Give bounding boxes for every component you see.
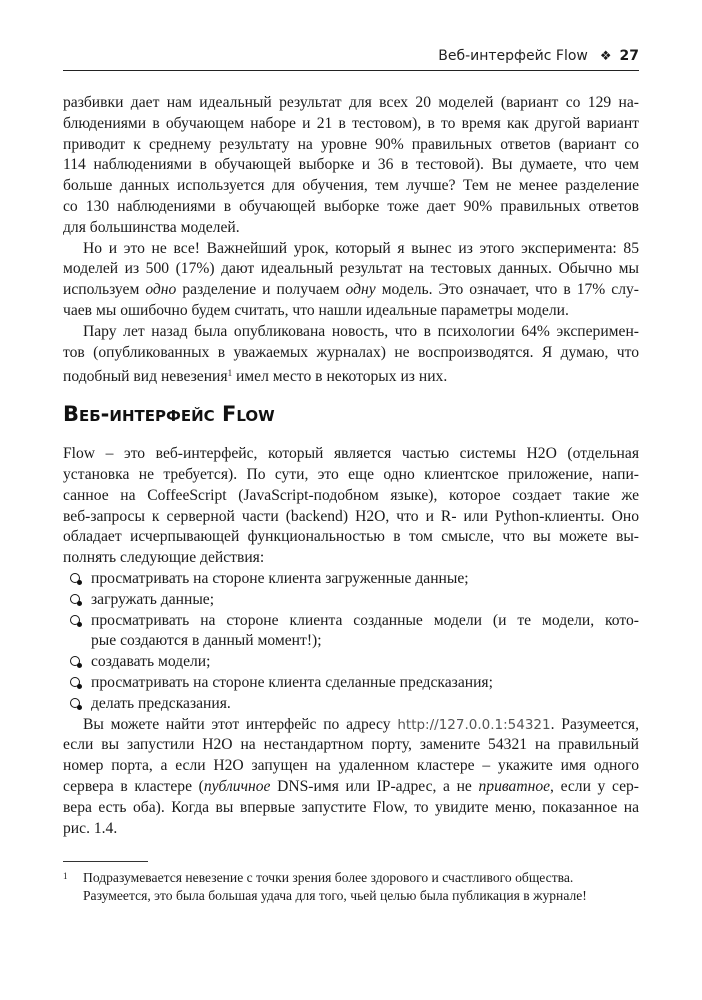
section-paragraph-2 [63, 715, 639, 840]
text-line: тов (опубликованных в уважаемых журналах) не воспроизводятся. Я думаю, что [63, 343, 639, 361]
bullet-circle-icon [70, 656, 80, 666]
list-item [63, 673, 639, 694]
emphasis: публичное [203, 777, 271, 795]
text-line: вера есть оба). Когда вы впервые запустите Flow, то увидите меню, показанное на [63, 798, 639, 816]
text-line: блюдениями в обучающем наборе и 21 в тестовом), в то время как другой вариант [63, 114, 639, 132]
body-text [63, 93, 639, 839]
footnote-number: 1 [63, 871, 68, 881]
text-run: используем [63, 281, 146, 299]
emphasis: одно [145, 281, 177, 299]
footnote-line: Разумеется, это была большая удача для того, чьей целью была публикация в журнале! [83, 888, 587, 903]
text-line: больше данных используется для обучения, тем лучше? Тем не менее разделение [63, 177, 639, 195]
text-line: веб-запросы к серверной части (backend) H2O, что и R- или Python-клиенты. Оно [63, 507, 639, 525]
section-paragraph-1 [63, 444, 639, 569]
text-line: обладает исчерпывающей функциональностью в том смысле, что вы можете вы- [63, 528, 639, 546]
bullet-circle-icon [70, 573, 80, 583]
text-line: установка не требуется). По сути, это еще одно клиентское приложение, напи- [63, 465, 639, 483]
text-line [63, 280, 639, 301]
footnote-reference[interactable]: 1 [227, 368, 233, 379]
list-item [63, 611, 639, 653]
text-line: Но и это не все! Важнейший урок, который я вынес из этого эксперимента: 85 [83, 239, 639, 257]
emphasis: приватное [478, 777, 551, 795]
footnote-line: Подразумевается невезение с точки зрения более здорового и счастливого общества. [83, 870, 574, 885]
text-line: 114 наблюдениями в обучающей выборке и 36 в тестовой). Вы думаете, что чем [63, 156, 639, 174]
list-item [63, 694, 639, 715]
running-header-title: Веб-интерфейс Flow [438, 48, 588, 64]
list-item [63, 590, 639, 611]
intro-paragraph-1 [63, 93, 639, 239]
text-run: имел место в некоторых из них. [232, 368, 448, 386]
text-line: чаев мы ошибочно будем считать, что нашли идеальные параметры модели. [63, 301, 569, 319]
list-item [63, 652, 639, 673]
text-line: санное на CoffeeScript (JavaScript-подобном языке), которое создает такие же [63, 486, 639, 504]
text-line [63, 777, 639, 798]
emphasis: одну [345, 281, 376, 299]
text-run: разделение и получаем [176, 281, 346, 299]
bullet-list [63, 569, 639, 715]
text-run: подобный вид невезения [63, 368, 228, 386]
text-run: . Разумеется, [550, 715, 639, 733]
list-item-text: рые создаются в данный момент!); [91, 632, 322, 650]
flow-url-link[interactable]: http://127.0.0.1:54321 [397, 716, 551, 733]
text-line: со 130 наблюдениями в обучающей выборке тоже дает 90% правильных ответов [63, 197, 639, 215]
text-line: моделей из 500 (17%) дают идеальный результат на тестовых данных. Обычно мы [63, 260, 639, 278]
diamond-ornament-icon: ❖ [599, 49, 612, 64]
section-heading: Веб-интерфейс Flow [63, 402, 275, 427]
footnote [63, 869, 639, 905]
text-run: модель. Это означает, что в 17% слу- [375, 281, 639, 299]
text-line: Flow – это веб-интерфейс, который является частью системы H2O (отдельная [63, 445, 639, 463]
list-item-text: просматривать на стороне клиента сделанные предсказания; [91, 673, 493, 691]
text-line: номер порта, а если H2O запущен на удаленном кластере – укажите имя одного [63, 757, 639, 775]
text-run: , если у сер- [550, 777, 639, 795]
text-run: DNS-имя или IP-адрес, а не [270, 777, 479, 795]
bullet-circle-icon [70, 594, 80, 604]
running-header [63, 48, 639, 71]
bullet-circle-icon [70, 615, 80, 625]
list-item-text: просматривать на стороне клиента созданные модели (и те модели, кото- [91, 611, 639, 629]
intro-paragraph-2 [63, 239, 639, 322]
text-line: приводит к среднему результату на уровне 90% правильных ответов (вариант со [63, 135, 639, 153]
bullet-circle-icon [70, 677, 80, 687]
text-line [63, 363, 639, 384]
text-line [63, 715, 639, 736]
text-line: полнять следующие действия: [63, 549, 265, 567]
list-item-text: загружать данные; [91, 590, 215, 608]
text-line: разбивки дает нам идеальный результат для всех 20 моделей (вариант со 129 на- [63, 94, 639, 111]
text-line: Пару лет назад была опубликована новость, что в психологии 64% эксперимен- [83, 322, 639, 340]
list-item-text: создавать модели; [91, 653, 211, 671]
text-line: рис. 1.4. [63, 819, 118, 837]
bullet-circle-icon [70, 698, 80, 708]
list-item-text: просматривать на стороне клиента загруженные данные; [91, 569, 469, 587]
list-item [63, 569, 639, 590]
footnote-divider [63, 861, 148, 862]
intro-paragraph-3 [63, 322, 639, 384]
text-line: для большинства моделей. [63, 218, 240, 236]
text-run: сервера в кластере ( [63, 777, 204, 795]
page-number: 27 [619, 48, 639, 64]
list-item-text: делать предсказания. [91, 694, 231, 712]
text-line: если вы запустили H2O на нестандартном порту, замените 54321 на правильный [63, 736, 639, 754]
text-run: Вы можете найти этот интерфейс по адресу [83, 715, 398, 733]
